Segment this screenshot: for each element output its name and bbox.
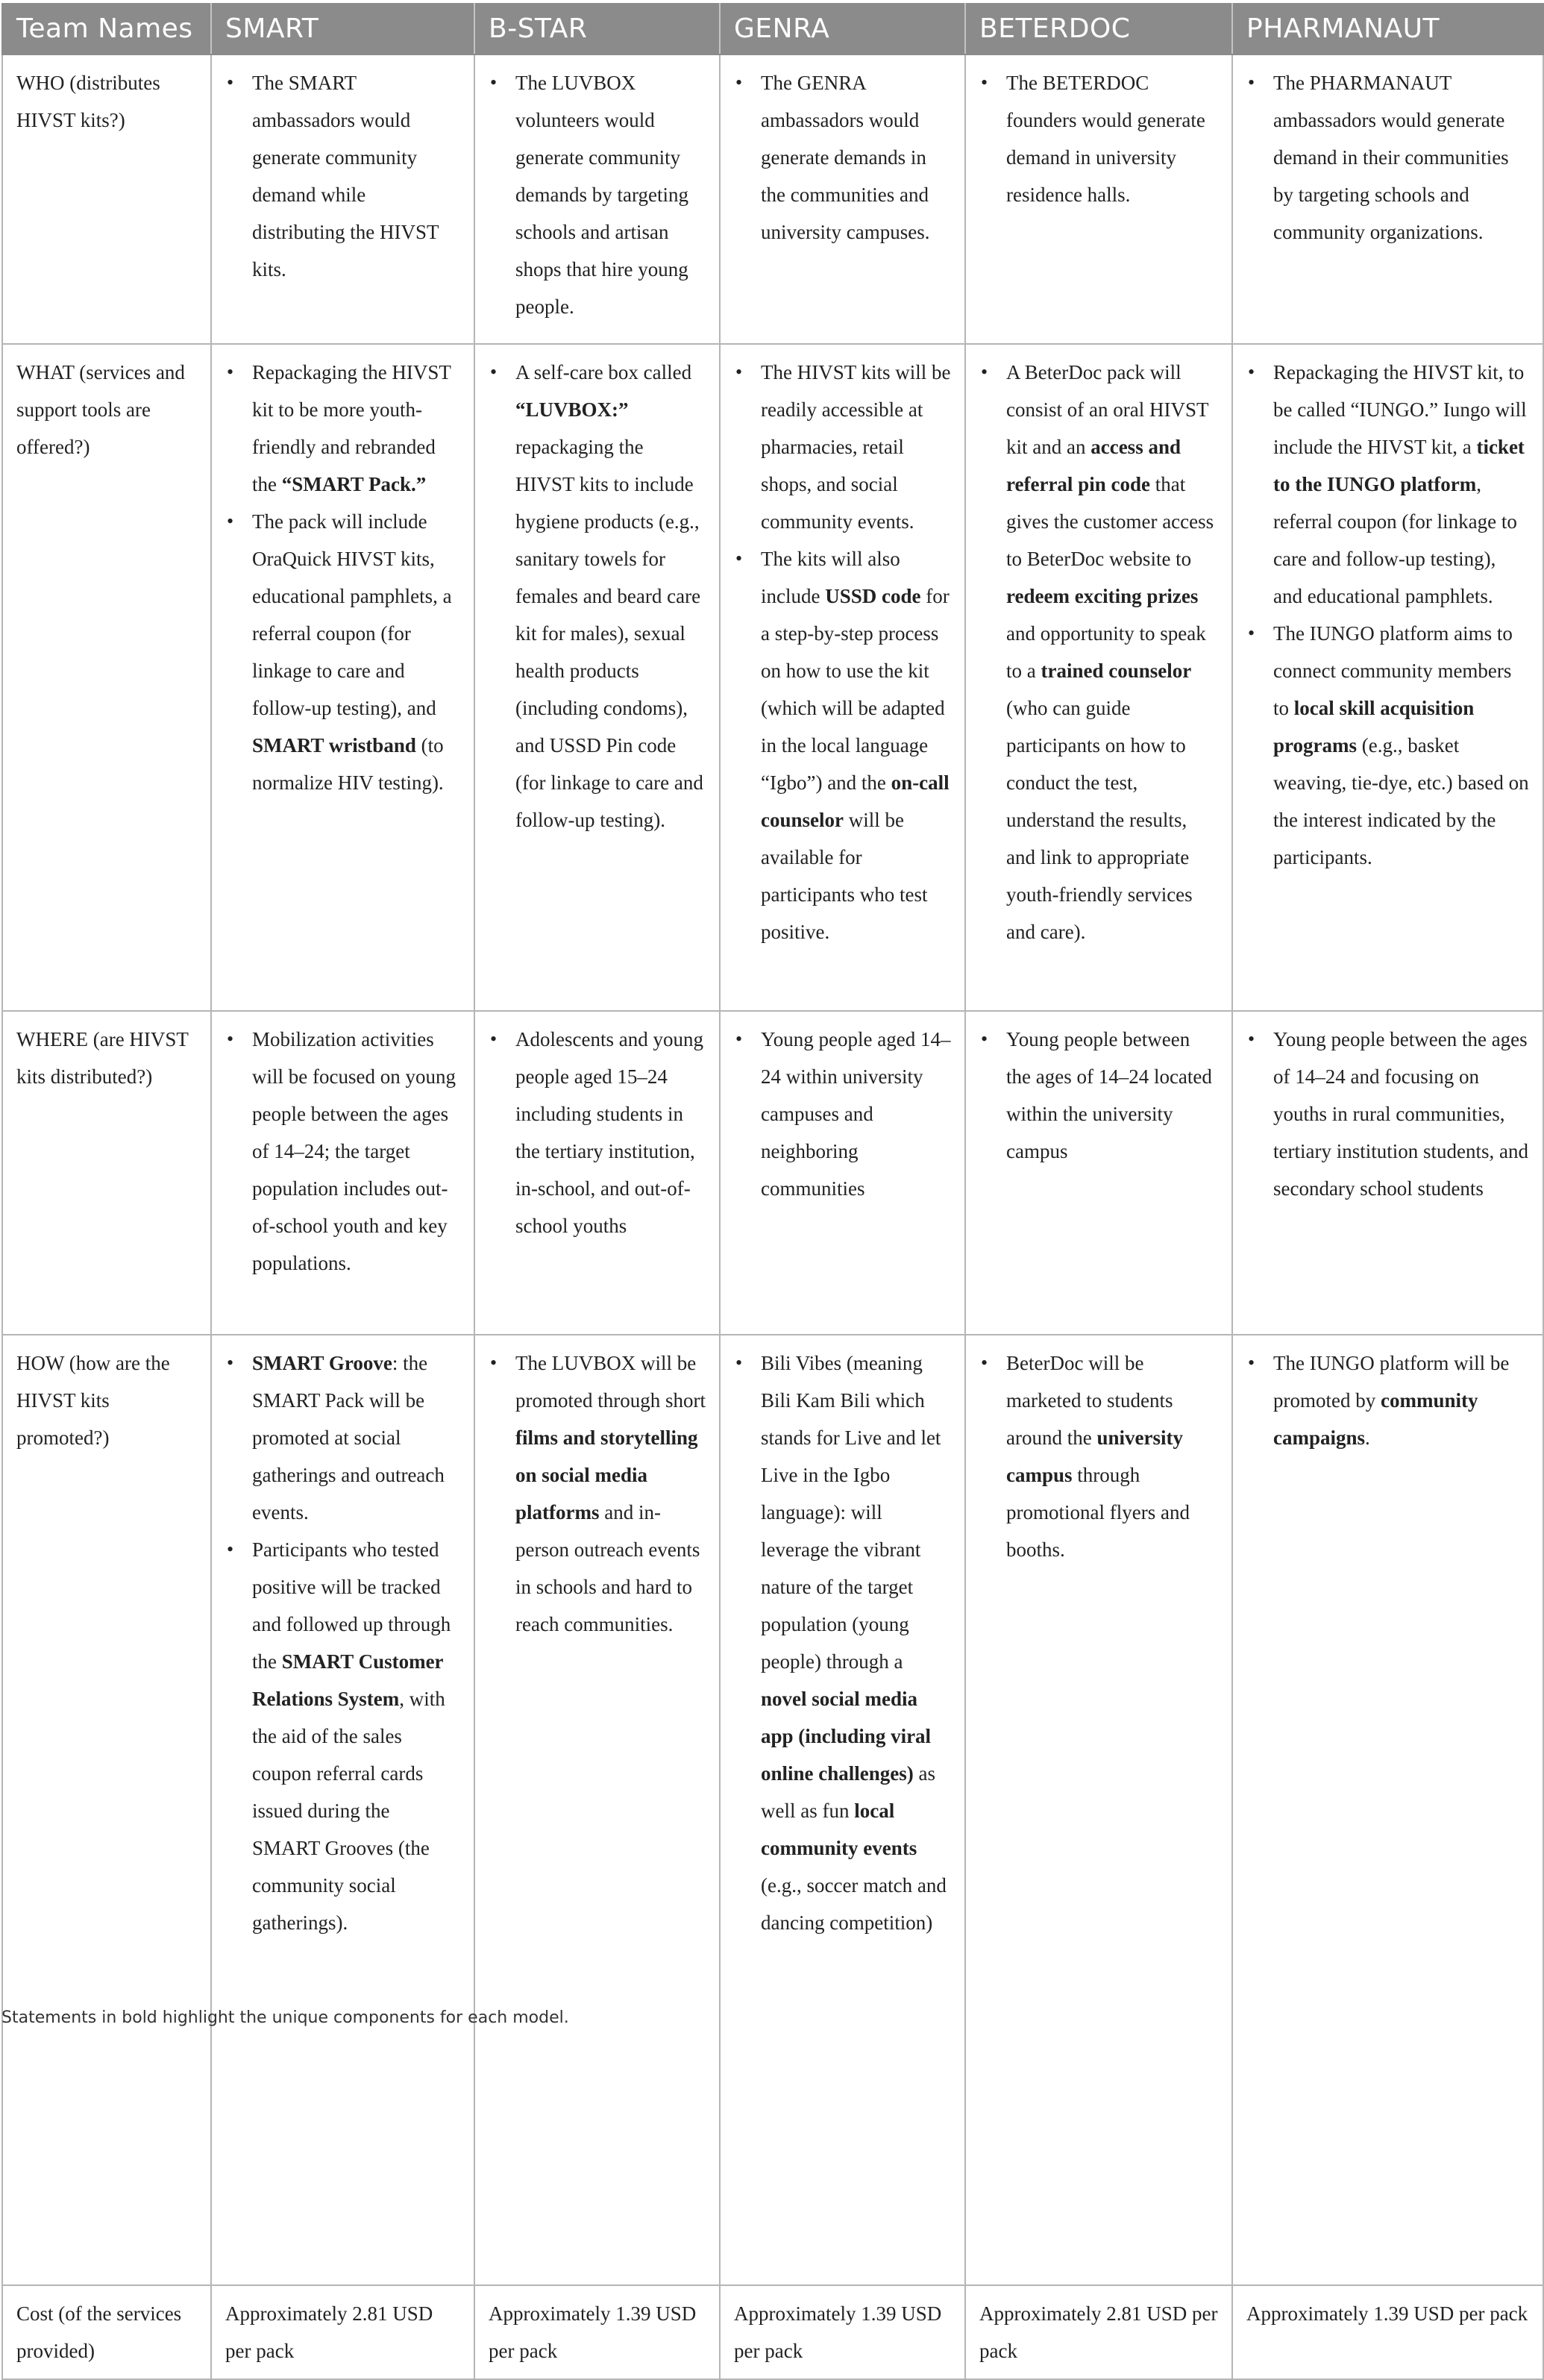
bullet-item xyxy=(252,64,460,288)
row-who xyxy=(2,54,1543,344)
bullet-item xyxy=(761,1344,951,1941)
text-run: Young people between the ages of 14–24 and focusing on youths in rural communities, tertiary institution students, and secondary school students xyxy=(1273,1028,1528,1200)
text-run: The kits will also include xyxy=(761,548,900,607)
cost-value: Approximately 1.39 USD per pack xyxy=(1232,2285,1543,2379)
cost-value: Approximately 1.39 USD per pack xyxy=(474,2285,720,2379)
cell xyxy=(965,1011,1232,1335)
bullet-item xyxy=(1273,354,1529,615)
bullet-item xyxy=(252,1021,460,1282)
cell xyxy=(1232,344,1543,1011)
bullet-list xyxy=(1246,354,1529,876)
bullet-item xyxy=(515,1021,706,1244)
bold-text: university campus xyxy=(1006,1427,1183,1486)
bullet-item xyxy=(252,354,460,503)
text-run: A BeterDoc pack will consist of an oral HIVST kit and an xyxy=(1006,361,1208,458)
cost-value: Approximately 2.81 USD per pack xyxy=(965,2285,1232,2379)
cell xyxy=(211,344,474,1011)
bullet-list xyxy=(489,354,706,839)
text-run: Young people aged 14–24 within university campuses and neighboring communities xyxy=(761,1028,951,1200)
bullet-list xyxy=(979,354,1218,951)
text-run: The PHARMANAUT ambassadors would generate demand in their communities by targeting schools and community organizations. xyxy=(1273,72,1509,243)
text-run: BeterDoc will be marketed to students around the xyxy=(1006,1352,1173,1449)
bold-text: on-call counselor xyxy=(761,771,950,831)
bullet-item xyxy=(1006,64,1218,213)
cost-value: Approximately 1.39 USD per pack xyxy=(720,2285,965,2379)
bullet-list xyxy=(734,1021,951,1207)
cell xyxy=(965,54,1232,344)
cell xyxy=(720,344,965,1011)
header-row xyxy=(2,4,1543,54)
text-run: (e.g., soccer match and dancing competition) xyxy=(761,1874,947,1934)
cell xyxy=(965,344,1232,1011)
text-run: The BETERDOC founders would generate demand in university residence halls. xyxy=(1006,72,1205,206)
text-run: through promotional flyers and booths. xyxy=(1006,1464,1190,1561)
cell xyxy=(965,1335,1232,2285)
cell xyxy=(474,344,720,1011)
header-team-names: Team Names xyxy=(2,4,211,54)
bullet-item xyxy=(1273,1021,1529,1207)
row-label: WHAT (services and support tools are offered?) xyxy=(2,344,211,1011)
bullet-list xyxy=(489,1021,706,1244)
cell xyxy=(474,1335,720,2285)
text-run: The GENRA ambassadors would generate demands in the communities and university campuses. xyxy=(761,72,930,243)
cell xyxy=(1232,1335,1543,2285)
bold-text: SMART Customer Relations System xyxy=(252,1650,444,1710)
text-run: Mobilization activities will be focused on young people between the ages of 14–24; the target population includes out-of-school youth and key populations. xyxy=(252,1028,456,1274)
text-run: Young people between the ages of 14–24 located within the university campus xyxy=(1006,1028,1212,1162)
bold-text: “LUVBOX:” xyxy=(515,398,629,421)
bold-text: SMART Groove xyxy=(252,1352,392,1374)
bullet-list xyxy=(225,1021,460,1282)
cell xyxy=(720,54,965,344)
text-run: A self-care box called xyxy=(515,361,692,383)
text-run: The LUVBOX will be promoted through short xyxy=(515,1352,706,1412)
cell xyxy=(211,54,474,344)
text-run: The pack will include OraQuick HIVST kits, educational pamphlets, a referral coupon (for linkage to care and follow-up testing), and xyxy=(252,510,452,719)
bullet-item xyxy=(515,354,706,839)
text-run: : the SMART Pack will be promoted at social gatherings and outreach events. xyxy=(252,1352,445,1523)
row-where xyxy=(2,1011,1543,1335)
bullet-list xyxy=(225,1344,460,1941)
bullet-list xyxy=(979,64,1218,213)
text-run: repackaging the HIVST kits to include hygiene products (e.g., sanitary towels for females and beard care kit for males), sexual health products (including condoms), and USSD Pin code (for linkage to care and follow-up testing). xyxy=(515,436,703,831)
text-run: (e.g., basket weaving, tie-dye, etc.) based on the interest indicated by the participants. xyxy=(1273,734,1529,868)
bold-text: local community events xyxy=(761,1800,917,1859)
text-run: will be available for participants who test positive. xyxy=(761,809,928,943)
text-run: Adolescents and young people aged 15–24 including students in the tertiary institution, in-school, and out-of-school youths xyxy=(515,1028,703,1237)
text-run: for a step-by-step process on how to use the kit (which will be adapted in the local language “Igbo”) and the xyxy=(761,585,950,794)
header-team: BETERDOC xyxy=(965,4,1232,54)
bold-text: local skill acquisition programs xyxy=(1273,697,1475,757)
bullet-list xyxy=(734,354,951,951)
cell xyxy=(1232,1011,1543,1335)
bullet-item xyxy=(515,64,706,325)
bold-text: ticket to the IUNGO platform xyxy=(1273,436,1525,495)
bold-text: novel social media app (including viral online challenges) xyxy=(761,1688,932,1785)
header-team: SMART xyxy=(211,4,474,54)
bullet-item xyxy=(252,503,460,801)
bold-text: USSD code xyxy=(825,585,921,607)
row-label: HOW (how are the HIVST kits promoted?) xyxy=(2,1335,211,2285)
bullet-item xyxy=(761,64,951,251)
bullet-list xyxy=(489,64,706,325)
bullet-item xyxy=(1006,1021,1218,1170)
bullet-item xyxy=(252,1531,460,1941)
bold-text: access and referral pin code xyxy=(1006,436,1181,495)
bullet-item xyxy=(515,1344,706,1643)
cell xyxy=(474,1011,720,1335)
bullet-list xyxy=(734,64,951,251)
header-team: PHARMANAUT xyxy=(1232,4,1543,54)
bold-text: redeem exciting prizes xyxy=(1006,585,1199,607)
cost-value: Approximately 2.81 USD per pack xyxy=(211,2285,474,2379)
text-run: The IUNGO platform aims to connect community members to xyxy=(1273,622,1513,719)
text-run: Repackaging the HIVST kit to be more youth-friendly and rebranded the xyxy=(252,361,451,495)
text-run: The LUVBOX volunteers would generate community demands by targeting schools and artisan shops that hire young people. xyxy=(515,72,688,318)
text-run: that gives the customer access to BeterDoc website to xyxy=(1006,473,1214,570)
bullet-item xyxy=(1006,1344,1218,1568)
text-run: , referral coupon (for linkage to care and follow-up testing), and educational pamphlets. xyxy=(1273,473,1517,607)
row-label: WHO (distributes HIVST kits?) xyxy=(2,54,211,344)
bullet-list xyxy=(1246,1021,1529,1207)
table-footnote: Statements in bold highlight the unique components for each model. xyxy=(1,2008,569,2027)
bullet-list xyxy=(225,354,460,801)
text-run: Participants who tested positive will be tracked and followed up through the xyxy=(252,1538,451,1673)
bullet-item xyxy=(1006,354,1218,951)
header-team: GENRA xyxy=(720,4,965,54)
cell xyxy=(211,1335,474,2285)
cell xyxy=(1232,54,1543,344)
bullet-list xyxy=(979,1344,1218,1568)
text-run: . xyxy=(1365,1427,1370,1449)
bullet-list xyxy=(979,1021,1218,1170)
text-run: Repackaging the HIVST kit, to be called “IUNGO.” Iungo will include the HIVST kit, a xyxy=(1273,361,1527,458)
text-run: and in-person outreach events in schools and hard to reach communities. xyxy=(515,1501,700,1635)
bold-text: trained counselor xyxy=(1041,660,1192,682)
row-label: WHERE (are HIVST kits distributed?) xyxy=(2,1011,211,1335)
bullet-item xyxy=(761,540,951,951)
cell xyxy=(720,1335,965,2285)
text-run: and opportunity to speak to a xyxy=(1006,622,1206,682)
bullet-item xyxy=(1273,615,1529,876)
row-what xyxy=(2,344,1543,1011)
text-run: as well as fun xyxy=(761,1762,936,1822)
bold-text: films and storytelling on social media platforms xyxy=(515,1427,698,1523)
bullet-item xyxy=(1273,64,1529,251)
text-run: The IUNGO platform will be promoted by xyxy=(1273,1352,1510,1412)
bold-text: “SMART Pack.” xyxy=(281,473,427,495)
bold-text: SMART wristband xyxy=(252,734,416,757)
bullet-list xyxy=(734,1344,951,1941)
text-run: (to normalize HIV testing). xyxy=(252,734,444,794)
text-run: , with the aid of the sales coupon referral cards issued during the SMART Grooves (the community social gatherings). xyxy=(252,1688,445,1934)
bullet-item xyxy=(761,354,951,540)
bullet-list xyxy=(1246,64,1529,251)
text-run: (who can guide participants on how to conduct the test, understand the results, and link to appropriate youth-friendly services and care). xyxy=(1006,697,1193,943)
cell xyxy=(720,1011,965,1335)
bold-text: community campaigns xyxy=(1273,1389,1478,1449)
bullet-list xyxy=(225,64,460,288)
bullet-item xyxy=(252,1344,460,1531)
row-how xyxy=(2,1335,1543,2285)
bullet-list xyxy=(1246,1344,1529,1456)
cell xyxy=(211,1011,474,1335)
cell xyxy=(474,54,720,344)
text-run: The SMART ambassadors would generate community demand while distributing the HIVST kits. xyxy=(252,72,439,281)
text-run: Bili Vibes (meaning Bili Kam Bili which stands for Live and let Live in the Igbo language): will leverage the vibrant nature of the target population (young people) through a xyxy=(761,1352,941,1673)
row-label: Cost (of the services provided) xyxy=(2,2285,211,2379)
bullet-list xyxy=(489,1344,706,1643)
bullet-item xyxy=(1273,1344,1529,1456)
text-run: The HIVST kits will be readily accessible at pharmacies, retail shops, and social community events. xyxy=(761,361,951,533)
row-cost xyxy=(2,2285,1543,2379)
bullet-item xyxy=(761,1021,951,1207)
header-team: B-STAR xyxy=(474,4,720,54)
